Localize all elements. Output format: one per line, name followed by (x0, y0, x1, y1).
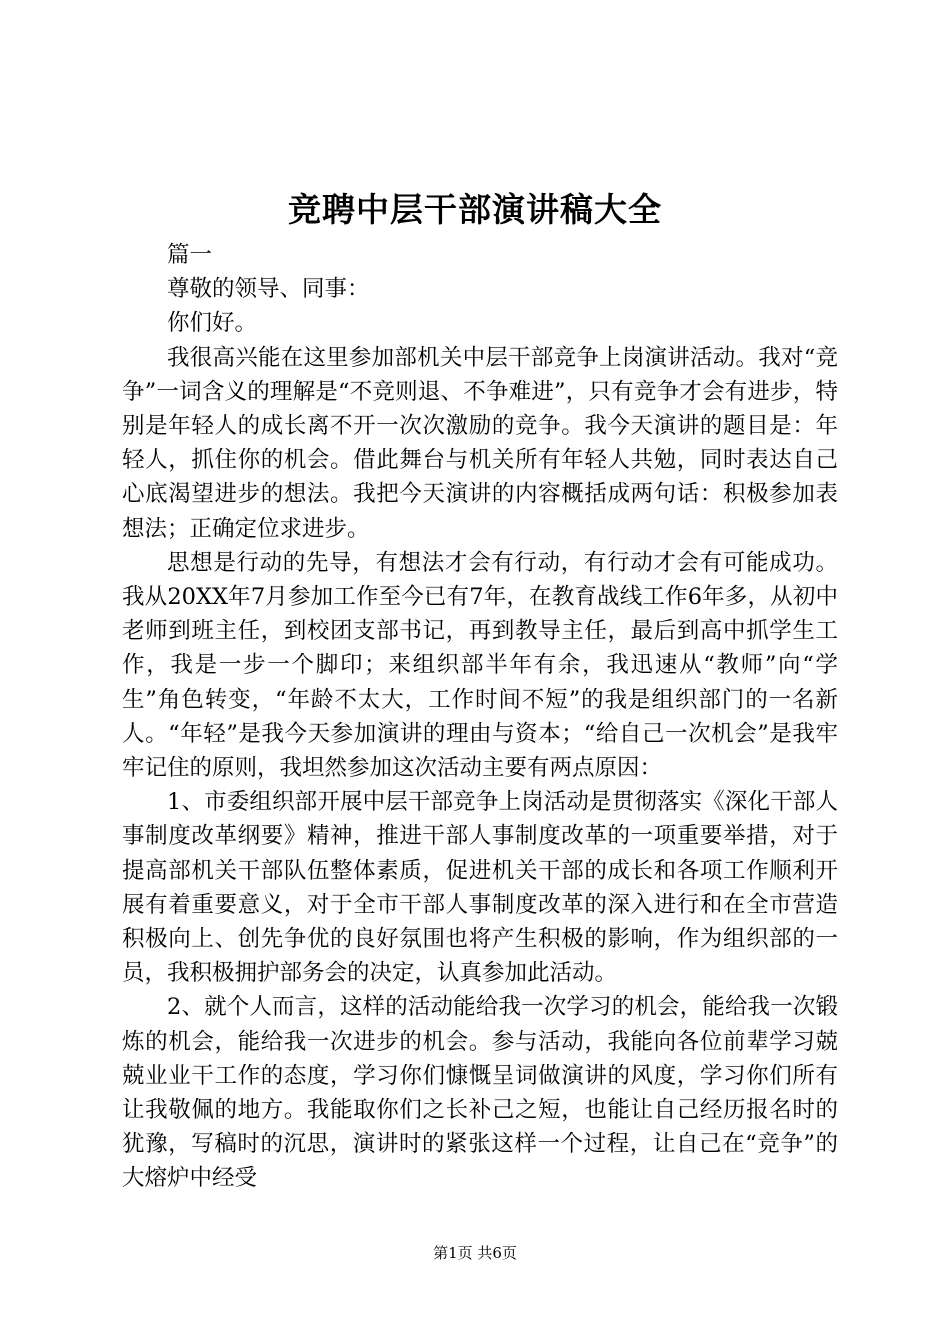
paragraph: 我很高兴能在这里参加部机关中层干部竞争上岗演讲活动。我对“竞争”一词含义的理解是“不竞则退、不争难进”，只有竞争才会有进步，特别是年轻人的成长离不开一次次激励的竞争。我今天演讲的题目是：年轻人，抓住你的机会。借此舞台与机关所有年轻人共勉，同时表达自己心底渴望进步的想法。我把今天演讲的内容概括成两句话：积极参加表想法；正确定位求进步。 (122, 344, 838, 542)
section-heading: 篇一 (167, 242, 213, 268)
page-number-footer: 第1页 共6页 (433, 1244, 517, 1262)
greeting: 你们好。 (167, 310, 258, 337)
salutation: 尊敬的领导、同事： (167, 276, 370, 303)
paragraph: 1、市委组织部开展中层干部竞争上岗活动是贯彻落实《深化干部人事制度改革纲要》精神，推进干部人事制度改革的一项重要举措，对于提高部机关干部队伍整体素质，促进机关干部的成长和各项工作顺利开展有着重要意义，对于全市干部人事制度改革的深入进行和在全市营造积极向上、创先争优的良好氛围也将产生积极的影响，作为组织部的一员，我积极拥护部务会的决定，认真参加此活动。 (122, 789, 838, 987)
document-title: 竞聘中层干部演讲稿大全 (288, 190, 662, 229)
paragraph: 2、就个人而言，这样的活动能给我一次学习的机会，能给我一次锻炼的机会，能给我一次进步的机会。参与活动，我能向各位前辈学习兢兢业业干工作的态度，学习你们慷慨呈词做演讲的风度，学习你们所有让我敬佩的地方。我能取你们之长补己之短，也能让自己经历报名时的犹豫，写稿时的沉思，演讲时的紧张这样一个过程，让自己在“竞争”的大熔炉中经受 (122, 994, 838, 1192)
document-body (122, 238, 838, 1196)
paragraph: 思想是行动的先导，有想法才会有行动，有行动才会有可能成功。我从20XX年7月参加工作至今已有7年，在教育战线工作6年多，从初中老师到班主任，到校团支部书记，再到教导主任，最后到高中抓学生工作，我是一步一个脚印；来组织部半年有余，我迅速从“教师”向“学生”角色转变，“年龄不太大，工作时间不短”的我是组织部门的一名新人。“年轻”是我今天参加演讲的理由与资本；“给自己一次机会”是我牢牢记住的原则，我坦然参加这次活动主要有两点原因： (122, 549, 838, 782)
